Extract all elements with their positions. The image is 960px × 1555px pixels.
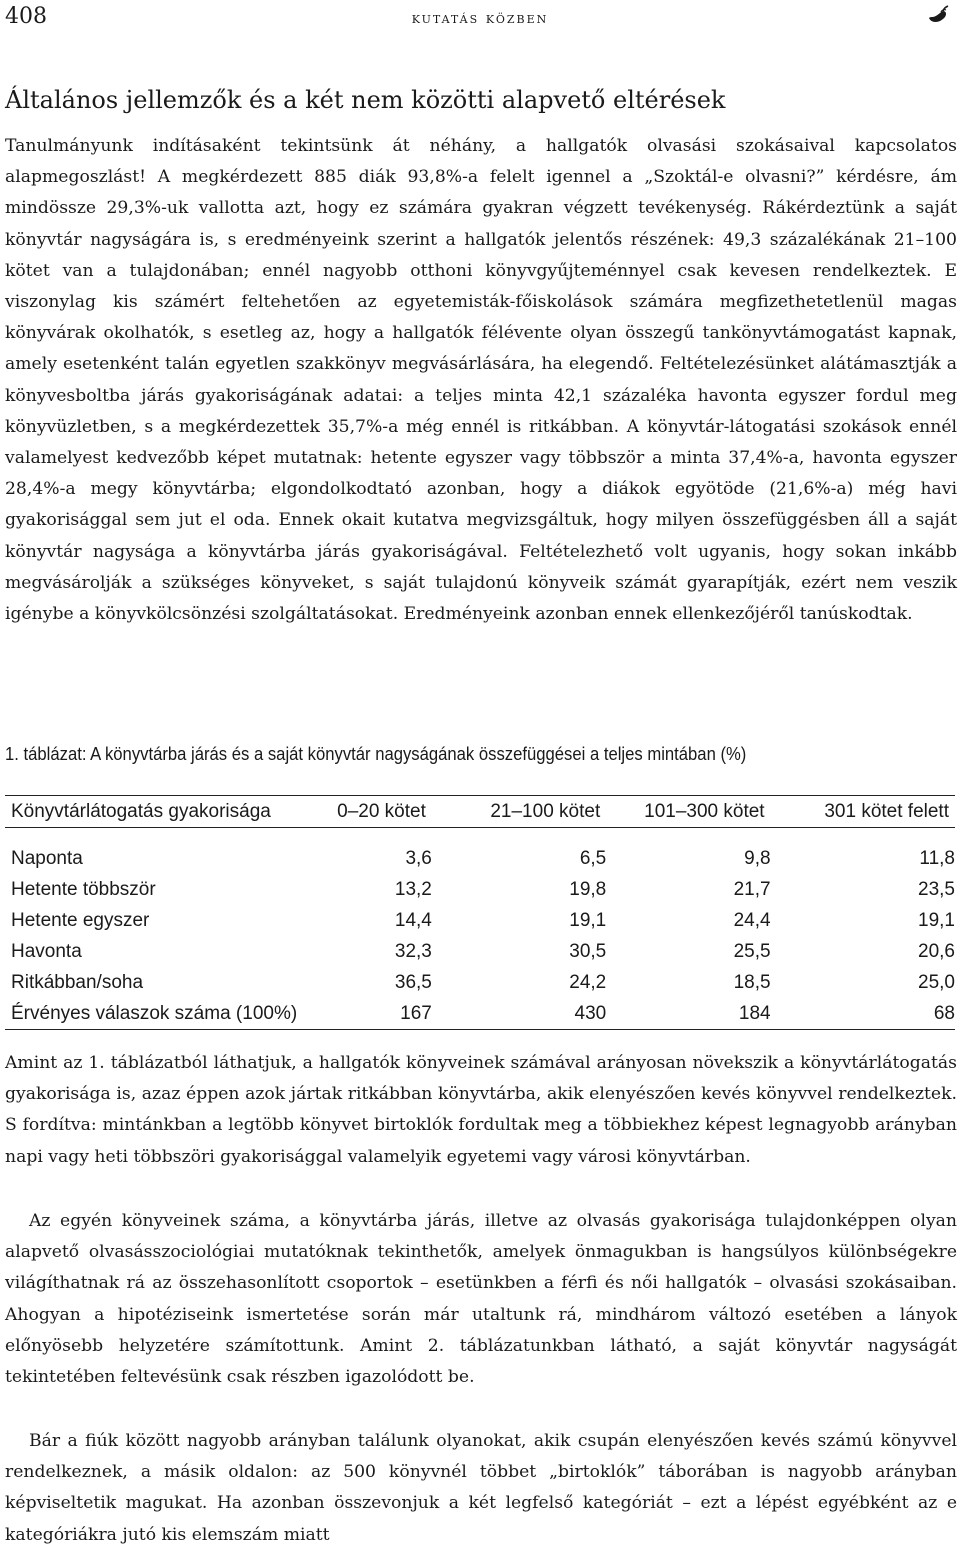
table-spacer [5,828,955,844]
table-cell: 19,8 [569,878,607,900]
table-cell: 19,1 [569,909,607,931]
table-row [5,874,955,905]
row-label: Naponta [11,847,83,869]
table-cell: 24,4 [733,909,771,931]
page-header [0,0,960,40]
row-label: Hetente egyszer [11,909,150,931]
table-cell: 6,5 [579,847,607,869]
library-table [5,795,955,1030]
column-header-frequency: Könyvtárlátogatás gyakorisága [5,796,330,828]
table-cell: 430 [432,998,606,1030]
table-cell: 68 [771,998,955,1030]
column-header-0-20: 0–20 kötet [330,796,432,828]
column-header-301-plus: 301 kötet felett [771,796,955,828]
table-cell: 11,8 [919,847,955,869]
table-cell: 36,5 [394,971,432,993]
row-label: Hetente többször [11,878,156,900]
table-cell: 20,6 [918,940,955,962]
table-cell: 30,5 [569,940,607,962]
body-paragraph-4: Bár a fiúk között nagyobb arányban találunk olyanokat, akik csupán elenyészően kevés számú könyvvel rendelkeznek, a másik oldalon: az 500 könyvnél többet „birtoklók” táborában is nagyobb arányban képviseltetik magukat. Ha azonban összevonjuk a két legfelső kategóriát – ezt a lépést egyébként az e kategóriákra jutó kis elemszám miatt [5,1431,957,1545]
table-cell: 24,2 [569,971,607,993]
table-cell: 21,7 [733,878,771,900]
table-cell: 23,5 [918,878,955,900]
table-row [5,998,955,1030]
table-row [5,843,955,874]
body-paragraph-3: Az egyén könyveinek száma, a könyvtárba járás, illetve az olvasás gyakorisága tulajdonképpen olyan alapvető olvasásszociológiai mutatóknak tekinthetők, amelyek önmagukban is hangsúlyos különbségekre világíthatnak rá az összehasonlított csoportok – esetünkben a férfi és női hallgatók – olvasási szokásaiban. Ahogyan a hipotéziseink ismertetése során már utaltunk rá, mindhárom változó esetében a lányok előnyösebb helyzetére számítottunk. Amint 2. táblázatunkban látható, a saját könyvtár nagyságát tekintetében feltevésünk csak részben igazolódott be. [5,1211,957,1388]
table-cell: 9,8 [744,847,771,869]
table-cell: 13,2 [394,878,432,900]
running-head: kutatás közben [411,9,549,27]
table-cell: 184 [606,998,770,1030]
table-cell: 25,5 [733,940,771,962]
table-header-row [5,796,955,828]
column-header-101-300: 101–300 kötet [606,796,770,828]
section-title: Általános jellemzők és a két nem közötti alapvető eltérések [5,86,726,114]
table-caption: 1. táblázat: A könyvtárba járás és a saját könyvtár nagyságának összefüggései a teljes mintában (%) [5,743,747,764]
table-cell: 3,6 [405,847,432,869]
page-number: 408 [5,4,47,29]
row-label: Ritkábban/soha [11,971,144,993]
column-header-21-100: 21–100 kötet [432,796,606,828]
body-paragraph-1: Tanulmányunk indításaként tekintsünk át néhány, a hallgatók olvasási szokásaival kapcsolatos alapmegoszlást! A megkérdezett 885 diák 93,8%-a felelt igennel a „Szoktál-e olvasni?” kérdésre, ám mindössze 29,3%-uk vallotta azt, hogy ez számára gyakran végzett tevékenység. Rákérdeztünk a saját könyvtár nagyságára is, s eredményeink szerint a hallgatók jelentős részének: 49,3 százalékának 21–100 kötet van a tulajdonában; ennél nagyobb otthoni könyvgyűjteménnyel csak kevesen rendelkeztek. E viszonylag kis számért feltehetően az egyetemisták-főiskolások számára megfizethetetlenül magas könyvárak okolhatók, s esetleg az, hogy a hallgatók félévente olyan összegű tankönyvtámogatást kapnak, amely esetenként talán egyetlen szakkönyv megvásárlására, ha elegendő. Feltételezésünket alátámasztják a könyvesboltba járás gyakoriságának adatai: a teljes minta 42,1 százaléka havonta egyszer fordul meg könyvüzletben, s a megkérdezettek 35,7%-a még ennél is ritkábban. A könyvtár-látogatási szokások ennél valamelyest kedvezőbb képet mutatnak: hetente egyszer vagy többször a minta 37,4%-a, havonta egyszer 28,4%-a megy könyvtárba; elgondolkodtató azonban, hogy a diákok egyötöde (21,6%-a) még havi gyakorisággal sem jut el oda. Ennek okait kutatva megvizsgáltuk, hogy milyen összefüggésben áll a saját könyvtár nagysága a könyvtárba járás gyakoriságával. Feltételezhető volt ugyanis, hogy sokan inkább megvásárolják a szükséges könyveket, s saját tulajdonú könyveik számát gyarapítják, ezért nem veszik igénybe a könyvkölcsönzési szolgáltatásokat. Eredményeink azonban ennek ellenkezőjéről tanúskodtak. [5,136,957,625]
table-row [5,936,955,967]
row-label: Havonta [11,940,82,962]
table-cell: 167 [330,998,432,1030]
table-cell: 32,3 [394,940,432,962]
table-row [5,967,955,998]
table-cell: 18,5 [733,971,771,993]
table-cell: 19,1 [918,909,955,931]
row-label: Érvényes válaszok száma (100%) [5,998,330,1030]
table-row [5,905,955,936]
body-paragraph-2: Amint az 1. táblázatból láthatjuk, a hallgatók könyveinek számával arányosan növekszik a könyvtárlátogatás gyakorisága is, azaz éppen azok jártak ritkábban könyvtárba, akik elenyészően kevés könyvvel rendelkeztek. S fordítva: mintánkban a legtöbb könyvet birtoklók fordultak meg a többiekhez képest legnagyobb arányban napi vagy heti többszöri gyakorisággal valamelyik egyetemi vagy városi könyvtárban. [5,1053,957,1167]
table-cell: 25,0 [918,971,955,993]
chili-pepper-icon [926,4,950,32]
table-cell: 14,4 [394,909,432,931]
